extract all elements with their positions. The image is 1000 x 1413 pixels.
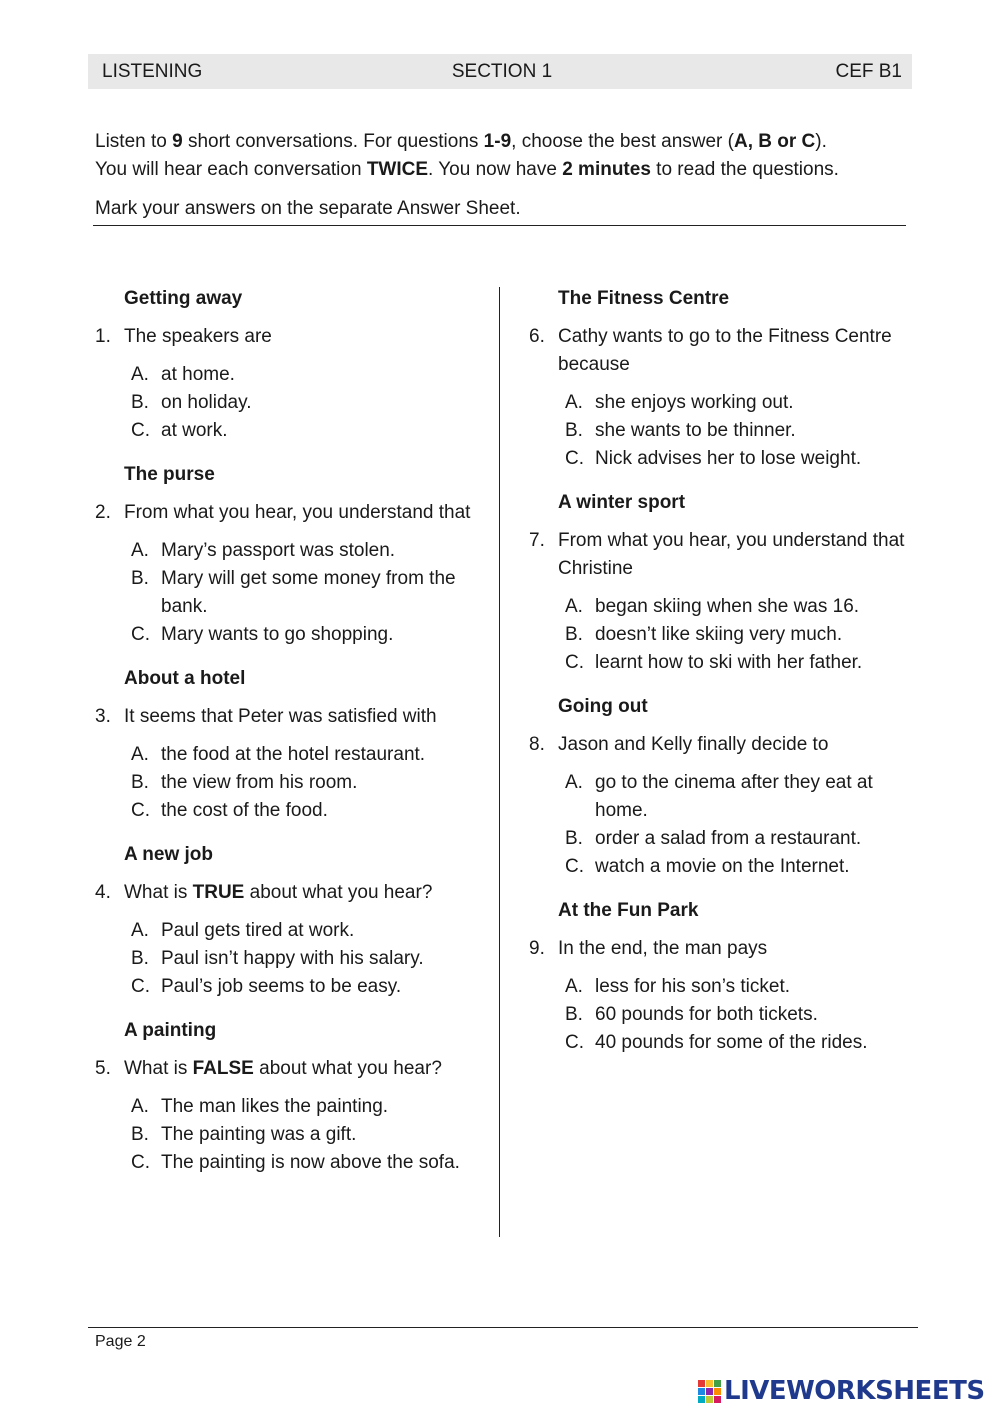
questions-column-right — [529, 285, 909, 1073]
option-text: Paul gets tired at work. — [161, 920, 355, 941]
question-title: A painting — [124, 1020, 217, 1041]
answer-option[interactable] — [131, 417, 490, 445]
option-letter: B. — [565, 624, 583, 645]
answer-option[interactable] — [131, 741, 490, 769]
text-run: From what you hear, you understand that Christine — [558, 530, 905, 579]
instructions — [95, 128, 907, 223]
question-block — [529, 897, 909, 1057]
logo-grid-cell — [698, 1380, 705, 1387]
question-number: 2. — [95, 502, 111, 523]
question-block — [95, 841, 490, 1001]
option-text: go to the cinema after they eat at home. — [595, 772, 873, 821]
answer-options — [95, 1093, 490, 1177]
question-text — [124, 1055, 490, 1083]
option-letter: B. — [565, 828, 583, 849]
question-title: A new job — [124, 844, 214, 865]
option-letter: A. — [131, 364, 149, 385]
logo-grid-cell — [714, 1396, 721, 1403]
answer-options — [529, 769, 909, 881]
option-text: less for his son’s ticket. — [595, 976, 791, 997]
text-run: . You now have — [428, 159, 563, 180]
text-run: about what you hear? — [244, 882, 433, 903]
option-letter: B. — [565, 1004, 583, 1025]
option-letter: A. — [131, 920, 149, 941]
header-right: CEF B1 — [835, 60, 903, 82]
option-text: watch a movie on the Internet. — [595, 856, 850, 877]
answer-option[interactable] — [565, 853, 909, 881]
option-letter: C. — [131, 420, 150, 441]
question-number: 7. — [529, 530, 545, 551]
answer-option[interactable] — [131, 945, 490, 973]
answer-option[interactable] — [565, 621, 909, 649]
option-text: Mary’s passport was stolen. — [161, 540, 396, 561]
question-block — [95, 1017, 490, 1177]
text-run: Cathy wants to go to the Fitness Centre because — [558, 326, 892, 375]
logo-text: LIVEWORKSHEETS — [724, 1376, 985, 1406]
answer-options — [95, 917, 490, 1001]
page-number: Page 2 — [95, 1333, 146, 1350]
question-number: 3. — [95, 706, 111, 727]
answer-option[interactable] — [131, 389, 490, 417]
option-text: Mary will get some money from the bank. — [161, 568, 456, 617]
answer-option[interactable] — [131, 973, 490, 1001]
option-letter: B. — [131, 1124, 149, 1145]
answer-option[interactable] — [131, 1149, 490, 1177]
option-text: The painting was a gift. — [161, 1124, 357, 1145]
option-text: the cost of the food. — [161, 800, 328, 821]
answer-options — [529, 389, 909, 473]
question-block — [529, 693, 909, 881]
question-block — [95, 285, 490, 445]
answer-options — [529, 593, 909, 677]
text-run: Jason and Kelly finally decide to — [558, 734, 829, 755]
option-text: at work. — [161, 420, 228, 441]
question-stem — [529, 731, 909, 759]
bold-text: 9 — [172, 131, 183, 152]
option-text: on holiday. — [161, 392, 252, 413]
option-letter: C. — [565, 856, 584, 877]
option-letter: C. — [131, 1152, 150, 1173]
answer-option[interactable] — [131, 565, 490, 621]
option-letter: C. — [565, 652, 584, 673]
answer-option[interactable] — [565, 389, 909, 417]
text-run: to read the questions. — [650, 159, 839, 180]
question-stem — [95, 703, 490, 731]
question-text — [124, 323, 490, 351]
question-stem — [529, 527, 909, 583]
bold-text: A, B or C — [733, 131, 816, 152]
option-text: 40 pounds for some of the rides. — [595, 1032, 868, 1053]
answer-option[interactable] — [131, 797, 490, 825]
answer-option[interactable] — [565, 973, 909, 1001]
answer-option[interactable] — [131, 1121, 490, 1149]
bold-text: FALSE — [192, 1058, 254, 1079]
option-letter: B. — [131, 392, 149, 413]
answer-options — [529, 973, 909, 1057]
option-letter: B. — [131, 568, 149, 589]
instructions-divider — [93, 225, 906, 226]
question-number: 1. — [95, 326, 111, 347]
question-number: 6. — [529, 326, 545, 347]
answer-option[interactable] — [131, 769, 490, 797]
instructions-line-1 — [95, 128, 907, 156]
question-title: About a hotel — [124, 668, 246, 689]
option-text: 60 pounds for both tickets. — [595, 1004, 818, 1025]
text-run: What is — [124, 1058, 193, 1079]
answer-option[interactable] — [131, 621, 490, 649]
question-title: Going out — [558, 696, 648, 717]
text-run: ). — [815, 131, 827, 152]
bold-text: 1-9 — [483, 131, 512, 152]
text-run: , choose the best answer ( — [511, 131, 734, 152]
question-title: The Fitness Centre — [558, 288, 730, 309]
option-letter: C. — [131, 976, 150, 997]
option-text: learnt how to ski with her father. — [595, 652, 863, 673]
option-text: order a salad from a restaurant. — [595, 828, 862, 849]
question-stem — [95, 1055, 490, 1083]
question-stem — [95, 499, 490, 527]
option-text: she wants to be thinner. — [595, 420, 796, 441]
bold-text: 2 minutes — [562, 159, 651, 180]
text-run: short conversations. For questions — [182, 131, 484, 152]
question-text — [558, 527, 909, 583]
option-text: the view from his room. — [161, 772, 358, 793]
question-block — [529, 285, 909, 473]
text-run: You will hear each conversation — [95, 159, 367, 180]
option-text: The man likes the painting. — [161, 1096, 389, 1117]
column-divider — [499, 287, 500, 1237]
answer-options — [95, 537, 490, 649]
footer-divider — [88, 1327, 918, 1328]
text-run: In the end, the man pays — [558, 938, 768, 959]
text-run: What is — [124, 882, 193, 903]
option-letter: A. — [565, 976, 583, 997]
option-letter: A. — [131, 744, 149, 765]
option-letter: C. — [565, 1032, 584, 1053]
answer-option[interactable] — [565, 417, 909, 445]
option-letter: B. — [565, 420, 583, 441]
answer-option[interactable] — [131, 1093, 490, 1121]
question-title: Getting away — [124, 288, 243, 309]
questions-column-left — [95, 285, 490, 1193]
liveworksheets-logo — [698, 1376, 985, 1406]
answer-option[interactable] — [565, 445, 909, 473]
option-text: the food at the hotel restaurant. — [161, 744, 426, 765]
question-title: At the Fun Park — [558, 900, 699, 921]
question-number: 5. — [95, 1058, 111, 1079]
question-title: A winter sport — [558, 492, 686, 513]
logo-grid-cell — [706, 1396, 713, 1403]
question-block — [95, 461, 490, 649]
header-left: LISTENING — [102, 60, 203, 82]
question-number: 4. — [95, 882, 111, 903]
answer-option[interactable] — [565, 1001, 909, 1029]
header-bar — [88, 54, 912, 89]
question-block — [95, 665, 490, 825]
question-title: The purse — [124, 464, 215, 485]
option-text: doesn’t like skiing very much. — [595, 624, 843, 645]
header-center: SECTION 1 — [451, 60, 553, 82]
question-text — [558, 935, 909, 963]
option-letter: A. — [565, 772, 583, 793]
question-stem — [529, 935, 909, 963]
option-letter: A. — [565, 392, 583, 413]
option-text: Paul’s job seems to be easy. — [161, 976, 402, 997]
answer-options — [95, 741, 490, 825]
question-text — [124, 499, 490, 527]
answer-option[interactable] — [565, 769, 909, 825]
text-run: It seems that Peter was satisfied with — [124, 706, 437, 727]
option-letter: C. — [565, 448, 584, 469]
option-letter: C. — [131, 800, 150, 821]
answer-option[interactable] — [565, 825, 909, 853]
option-letter: B. — [131, 948, 149, 969]
instructions-line-2 — [95, 156, 907, 184]
option-letter: A. — [131, 1096, 149, 1117]
option-text: began skiing when she was 16. — [595, 596, 860, 617]
text-run: Listen to — [95, 131, 173, 152]
answer-option[interactable] — [565, 1029, 909, 1057]
option-text: Paul isn’t happy with his salary. — [161, 948, 424, 969]
question-text — [124, 879, 490, 907]
answer-option[interactable] — [131, 537, 490, 565]
text-run: about what you hear? — [253, 1058, 442, 1079]
option-text: she enjoys working out. — [595, 392, 794, 413]
option-text: Mary wants to go shopping. — [161, 624, 394, 645]
answer-option[interactable] — [131, 361, 490, 389]
question-stem — [529, 323, 909, 379]
option-letter: A. — [131, 540, 149, 561]
bold-text: TWICE — [366, 159, 429, 180]
question-number: 8. — [529, 734, 545, 755]
logo-grid-cell — [706, 1388, 713, 1395]
logo-grid-cell — [714, 1388, 721, 1395]
option-letter: A. — [565, 596, 583, 617]
logo-grid-cell — [698, 1388, 705, 1395]
question-text — [558, 323, 909, 379]
question-stem — [95, 879, 490, 907]
question-text — [558, 731, 909, 759]
option-text: Nick advises her to lose weight. — [595, 448, 862, 469]
answer-option[interactable] — [131, 917, 490, 945]
option-text: The painting is now above the sofa. — [161, 1152, 460, 1173]
answer-option[interactable] — [565, 649, 909, 677]
answer-option[interactable] — [565, 593, 909, 621]
option-text: at home. — [161, 364, 235, 385]
option-letter: B. — [131, 772, 149, 793]
question-stem — [95, 323, 490, 351]
question-text — [124, 703, 490, 731]
question-block — [529, 489, 909, 677]
logo-grid-icon — [698, 1380, 721, 1403]
question-number: 9. — [529, 938, 545, 959]
text-run: From what you hear, you understand that — [124, 502, 471, 523]
answer-options — [95, 361, 490, 445]
option-letter: C. — [131, 624, 150, 645]
logo-grid-cell — [698, 1396, 705, 1403]
instructions-mark: Mark your answers on the separate Answer Sheet. — [95, 198, 521, 219]
logo-grid-cell — [706, 1380, 713, 1387]
bold-text: TRUE — [192, 882, 245, 903]
logo-grid-cell — [714, 1380, 721, 1387]
text-run: The speakers are — [124, 326, 272, 347]
